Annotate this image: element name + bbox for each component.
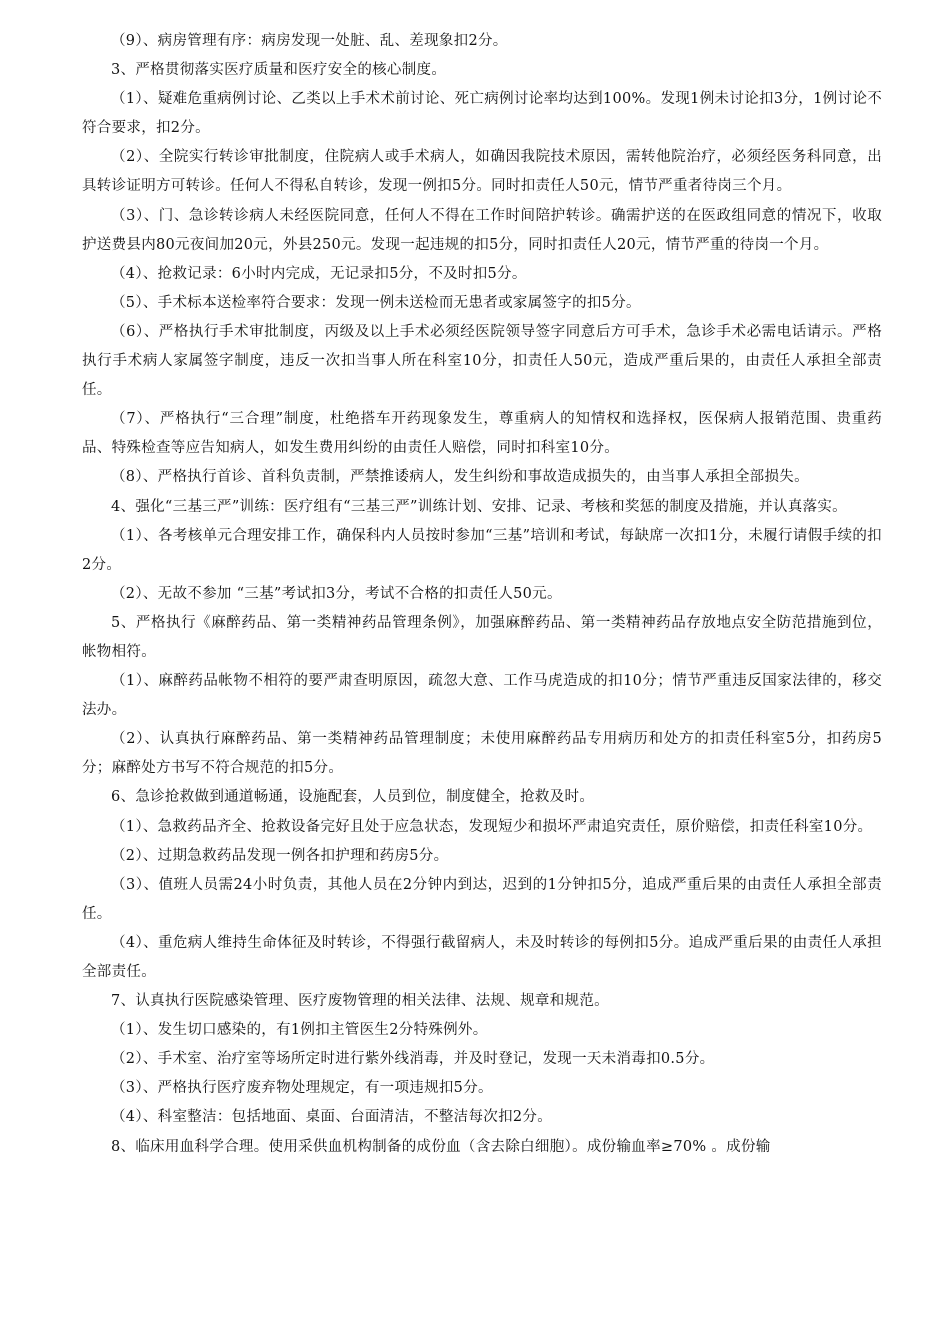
- paragraph-incision-infection: （1）、发生切口感染的，有1例扣主管医生2分特殊例外。: [111, 1022, 488, 1039]
- paragraph-critical-patient-transfer: （4）、重危病人维持生命体征及时转诊，不得强行截留病人，未及时转诊的每例扣5分。追成严重后果的由责任人承担全部责任。: [82, 934, 882, 980]
- paragraph-rescue-record: （4）、抢救记录：6小时内完成，无记录扣5分，不及时扣5分。: [111, 265, 527, 282]
- paragraph-three-reasonable: （7）、严格执行“三合理”制度，杜绝搭车开药现象发生，尊重病人的知情权和选择权，医保病人报销范围、贵重药品、特殊检查等应告知病人，如发生费用纠纷的由责任人赔偿，同时扣科室10分。: [82, 411, 882, 457]
- section-7-heading: 7、认真执行医院感染管理、医疗废物管理的相关法律、法规、规章和规范。: [111, 993, 609, 1010]
- paragraph-specimen-inspection: （5）、手术标本送检率符合要求：发现一例未送检而无患者或家属签字的扣5分。: [111, 294, 641, 311]
- paragraph-medical-waste: （3）、严格执行医疗废弃物处理规定，有一项违规扣5分。: [111, 1080, 493, 1097]
- section-5-heading: 5、严格执行《麻醉药品、第一类精神药品管理条例》，加强麻醉药品、第一类精神药品存放地点安全防范措施到位，帐物相符。: [82, 614, 882, 660]
- paragraph-item-9-ward-management: （9）、病房管理有序：病房发现一处脏、乱、差现象扣2分。: [111, 33, 508, 49]
- paragraph-narcotics-management: （2）、认真执行麻醉药品、第一类精神药品管理制度；未使用麻醉药品专用病历和处方的扣责任科室5分，扣药房5分；麻醉处方书写不符合规范的扣5分。: [82, 731, 882, 777]
- paragraph-exam-absence: （2）、无故不参加 “三基”考试扣3分，考试不合格的扣责任人50元。: [111, 585, 562, 602]
- paragraph-department-cleanliness: （4）、科室整洁：包括地面、桌面、台面清洁，不整洁每次扣2分。: [111, 1109, 552, 1126]
- section-4-heading: 4、强化“三基三严”训练：医疗组有“三基三严”训练计划、安排、记录、考核和奖惩的制度及措施，并认真落实。: [111, 498, 847, 515]
- paragraph-emergency-drugs-equipment: （1）、急救药品齐全、抢救设备完好且处于应急状态，发现短少和损坏严肃追究责任，原价赔偿，扣责任科室10分。: [111, 818, 873, 835]
- paragraph-expired-drugs: （2）、过期急救药品发现一例各扣护理和药房5分。: [111, 847, 449, 864]
- section-3-heading: 3、严格贯彻落实医疗质量和医疗安全的核心制度。: [111, 62, 447, 79]
- paragraph-case-discussion: （1）、疑难危重病例讨论、乙类以上手术术前讨论、死亡病例讨论率均达到100%。发现1例未讨论扣3分，1例讨论不符合要求，扣2分。: [82, 91, 882, 137]
- paragraph-training-attendance: （1）、各考核单元合理安排工作，确保科内人员按时参加“三基”培训和考试，每缺席一次扣1分，未履行请假手续的扣2分。: [82, 527, 882, 573]
- section-8-heading: 8、临床用血科学合理。使用采供血机构制备的成份血（含去除白细胞）。成份输血率≥70% 。成份输: [111, 1138, 771, 1155]
- paragraph-uv-disinfection: （2）、手术室、治疗室等场所定时进行紫外线消毒，并及时登记，发现一天未消毒扣0.5分。: [111, 1051, 715, 1068]
- paragraph-first-visit-responsibility: （8）、严格执行首诊、首科负责制，严禁推诿病人，发生纠纷和事故造成损失的，由当事人承担全部损失。: [111, 469, 809, 486]
- paragraph-referral-approval: （2）、全院实行转诊审批制度，住院病人或手术病人，如确因我院技术原因，需转他院治疗，必须经医务科同意，出具转诊证明方可转诊。任何人不得私自转诊，发现一例扣5分。同时扣责任人50元，情节严重者待岗三个月。: [82, 149, 882, 195]
- document-page: [82, 27, 882, 1162]
- paragraph-emergency-referral: （3）、门、急诊转诊病人未经医院同意，任何人不得在工作时间陪护转诊。确需护送的在医政组同意的情况下，收取护送费县内80元夜间加20元，外县250元。发现一起违规的扣5分，同时扣责任人20元，情节严重的待岗一个月。: [82, 207, 882, 253]
- paragraph-surgery-approval: （6）、严格执行手术审批制度，丙级及以上手术必须经医院领导签字同意后方可手术，急诊手术必需电话请示。严格执行手术病人家属签字制度，违反一次扣当事人所在科室10分，扣责任人50元，造成严重后果的，由责任人承担全部责任。: [82, 323, 882, 399]
- paragraph-narcotics-accounts: （1）、麻醉药品帐物不相符的要严肃查明原因，疏忽大意、工作马虎造成的扣10分；情节严重违反国家法律的，移交法办。: [82, 673, 882, 719]
- paragraph-on-duty-staff: （3）、值班人员需24小时负责，其他人员在2分钟内到达，迟到的1分钟扣5分，追成严重后果的由责任人承担全部责任。: [82, 876, 882, 922]
- section-6-heading: 6、急诊抢救做到通道畅通，设施配套，人员到位，制度健全，抢救及时。: [111, 789, 595, 806]
